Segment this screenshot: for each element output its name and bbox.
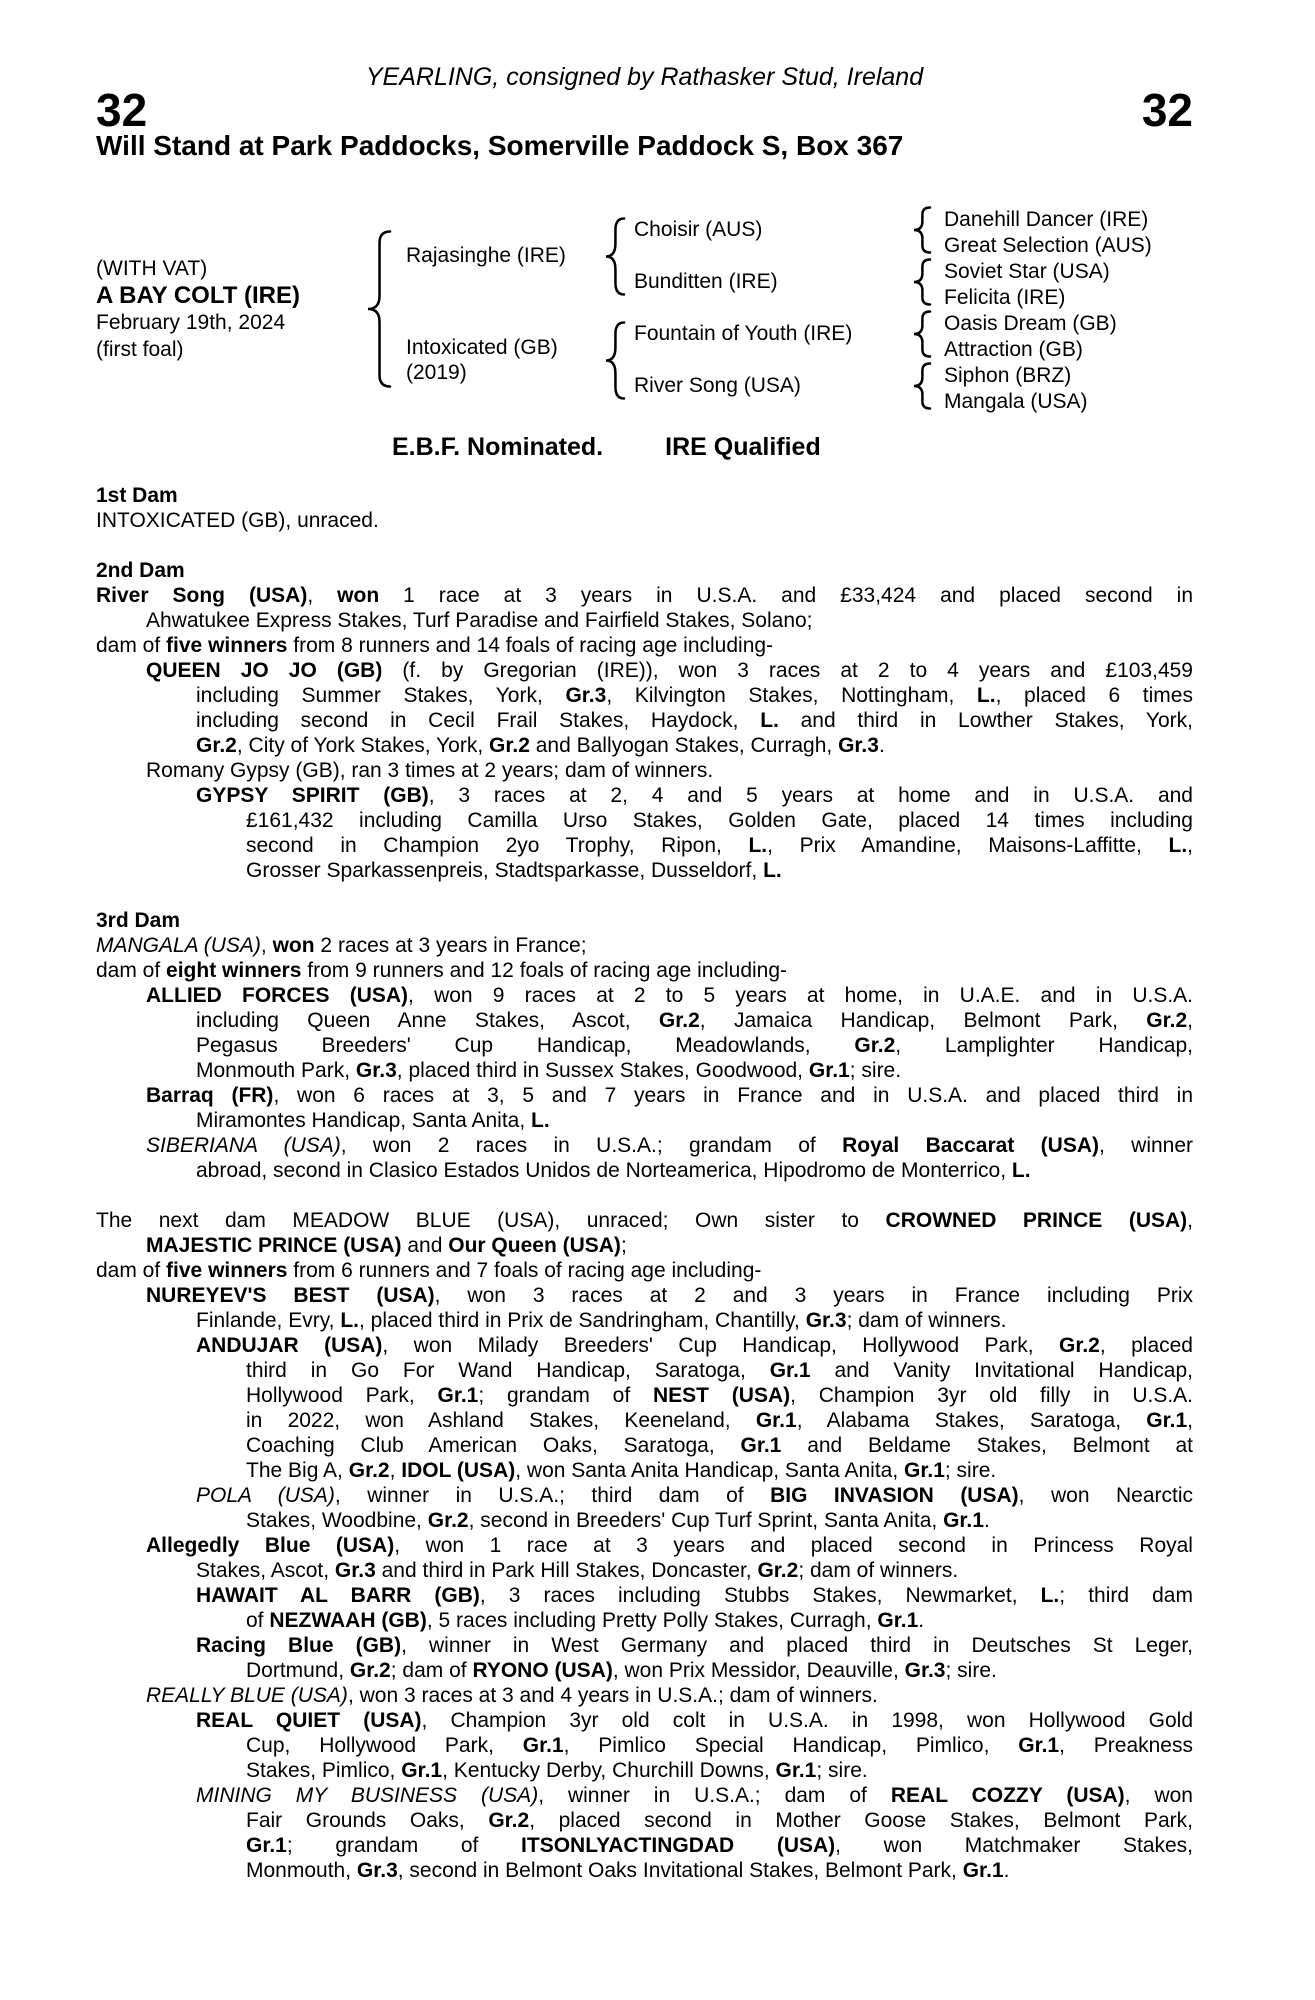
subject-column — [96, 204, 366, 414]
pedigree-text-line: ANDUJAR (USA), won Milady Breeders' Cup Handicap, Hollywood Park, Gr.2, placed — [196, 1334, 1193, 1357]
pedigree-text-line: including Summer Stakes, York, Gr.3, Kilvington Stakes, Nottingham, L., placed 6 times — [196, 684, 1193, 707]
pedigree-text-line: Dortmund, Gr.2; dam of RYONO (USA), won Prix Messidor, Deauville, Gr.3; sire. — [246, 1659, 997, 1682]
pedigree-tree — [96, 204, 1193, 414]
pedigree-brace-sire — [604, 217, 626, 296]
gen3-name: Siphon (BRZ) — [944, 364, 1072, 387]
pedigree-text-line: Grosser Sparkassenpreis, Stadtsparkasse, Dusseldorf, L. — [246, 859, 782, 882]
pedigree-text-line: Monmouth, Gr.3, second in Belmont Oaks Invitational Stakes, Belmont Park, Gr.1. — [246, 1859, 1010, 1882]
dam-year: (2019) — [406, 361, 467, 384]
gen2-name: River Song (USA) — [634, 374, 801, 397]
pedigree-text-line: Stakes, Pimlico, Gr.1, Kentucky Derby, Churchill Downs, Gr.1; sire. — [246, 1759, 868, 1782]
dam-section — [96, 908, 1193, 1183]
dam-section-heading: 2nd Dam — [96, 559, 185, 582]
pedigree-text-line: Racing Blue (GB), winner in West Germany and placed third in Deutsches St Leger, — [196, 1634, 1194, 1657]
pedigree-text-line: MAJESTIC PRINCE (USA) and Our Queen (USA); — [146, 1234, 627, 1257]
pedigree-text-line: including second in Cecil Frail Stakes, Haydock, L. and third in Lowther Stakes, York, — [196, 709, 1193, 732]
gen3-name: Soviet Star (USA) — [944, 260, 1110, 283]
gen3-name: Oasis Dream (GB) — [944, 312, 1117, 335]
pedigree-text-line: REAL QUIET (USA), Champion 3yr old colt in U.S.A. in 1998, won Hollywood Gold — [196, 1709, 1193, 1732]
pedigree-text-line: Pegasus Breeders' Cup Handicap, Meadowlands, Gr.2, Lamplighter Handicap, — [196, 1034, 1193, 1057]
pedigree-text-line: Finlande, Evry, L., placed third in Prix de Sandringham, Chantilly, Gr.3; dam of winners. — [196, 1309, 1007, 1332]
pedigree-text-line: MINING MY BUSINESS (USA), winner in U.S.A.; dam of REAL COZZY (USA), won — [196, 1784, 1193, 1807]
pedigree-text-line: third in Go For Wand Handicap, Saratoga, Gr.1 and Vanity Invitational Handicap, — [246, 1359, 1193, 1382]
pedigree-text-line: POLA (USA), winner in U.S.A.; third dam of BIG INVASION (USA), won Nearctic — [196, 1484, 1193, 1507]
pedigree-text-line: £161,432 including Camilla Urso Stakes, Golden Gate, placed 14 times including — [246, 809, 1193, 832]
gen2-column — [634, 204, 914, 412]
dam-section-heading: 1st Dam — [96, 484, 178, 507]
dam-section — [96, 558, 1193, 883]
pedigree-text-line: Miramontes Handicap, Santa Anita, L. — [196, 1109, 550, 1132]
gen2-name: Choisir (AUS) — [634, 218, 763, 241]
pedigree-text-line: dam of five winners from 8 runners and 14 foals of racing age including- — [96, 634, 774, 657]
pedigree-text-line: Barraq (FR), won 6 races at 3, 5 and 7 years in France and in U.S.A. and placed third in — [146, 1084, 1193, 1107]
subject-foaling-date: February 19th, 2024 — [96, 311, 286, 334]
pedigree-text-line: Romany Gypsy (GB), ran 3 times at 2 years; dam of winners. — [146, 759, 714, 782]
gen3-name: Great Selection (AUS) — [944, 234, 1152, 257]
lot-number-right: 32 — [1141, 84, 1193, 136]
pedigree-text-line: dam of five winners from 6 runners and 7 foals of racing age including- — [96, 1259, 762, 1282]
gen3-name: Attraction (GB) — [944, 338, 1083, 361]
gen3-column — [944, 207, 1194, 415]
pedigree-brace-gen3 — [912, 206, 932, 254]
pedigree-text-line: Monmouth Park, Gr.3, placed third in Sussex Stakes, Goodwood, Gr.1; sire. — [196, 1059, 902, 1082]
pedigree-text-line: HAWAIT AL BARR (GB), 3 races including Stubbs Stakes, Newmarket, L.; third dam — [196, 1584, 1193, 1607]
consignment-title: YEARLING, consigned by Rathasker Stud, Ireland — [365, 63, 924, 91]
dam-section — [96, 483, 1193, 533]
sire-name: Rajasinghe (IRE) — [406, 244, 566, 267]
sire-cell — [406, 204, 601, 308]
lot-number-left: 32 — [96, 84, 148, 136]
pedigree-text-line: abroad, second in Clasico Estados Unidos de Norteamerica, Hipodromo de Monterrico, L. — [196, 1159, 1031, 1182]
pedigree-text-line: of NEZWAAH (GB), 5 races including Pretty Polly Stakes, Curragh, Gr.1. — [246, 1609, 925, 1632]
pedigree-text-line: NUREYEV'S BEST (USA), won 3 races at 2 and 3 years in France including Prix — [146, 1284, 1193, 1307]
pedigree-brace-gen3 — [912, 310, 932, 358]
pedigree-text-line: Coaching Club American Oaks, Saratoga, Gr.1 and Beldame Stakes, Belmont at — [246, 1434, 1193, 1457]
pedigree-text-line: in 2022, won Ashland Stakes, Keeneland, Gr.1, Alabama Stakes, Saratoga, Gr.1, — [246, 1409, 1193, 1432]
pedigree-text-line: REALLY BLUE (USA), won 3 races at 3 and 4 years in U.S.A.; dam of winners. — [146, 1684, 878, 1707]
gen3-name: Felicita (IRE) — [944, 286, 1066, 309]
pedigree-text-line: MANGALA (USA), won 2 races at 3 years in France; — [96, 934, 587, 957]
pedigree-text-line: Gr.2, City of York Stakes, York, Gr.2 and Ballyogan Stakes, Curragh, Gr.3. — [196, 734, 885, 757]
gen2-name: Bunditten (IRE) — [634, 270, 778, 293]
nominations-row — [96, 434, 1193, 460]
pedigree-brace-dam — [604, 321, 626, 400]
pedigree-text-line: Fair Grounds Oaks, Gr.2, placed second in Mother Goose Stakes, Belmont Park, — [246, 1809, 1193, 1832]
catalog-sections — [96, 483, 1193, 1883]
dam-name: Intoxicated (GB) — [406, 336, 558, 359]
pedigree-text-line: Hollywood Park, Gr.1; grandam of NEST (USA), Champion 3yr old filly in U.S.A. — [246, 1384, 1194, 1407]
pedigree-text-line: Ahwatukee Express Stakes, Turf Paradise and Fairfield Stakes, Solano; — [146, 609, 813, 632]
pedigree-text-line: Stakes, Woodbine, Gr.2, second in Breeders' Cup Turf Sprint, Santa Anita, Gr.1. — [246, 1509, 990, 1532]
pedigree-text-line: dam of eight winners from 9 runners and 12 foals of racing age including- — [96, 959, 788, 982]
pedigree-text-line: Gr.1; grandam of ITSONLYACTINGDAD (USA), won Matchmaker Stakes, — [246, 1834, 1194, 1857]
pedigree-text-line: The next dam MEADOW BLUE (USA), unraced; Own sister to CROWNED PRINCE (USA), — [96, 1209, 1193, 1232]
pedigree-text-line: Allegedly Blue (USA), won 1 race at 3 years and placed second in Princess Royal — [146, 1534, 1193, 1557]
lot-number-row — [96, 84, 1193, 136]
ire-qualified: IRE Qualified — [665, 433, 821, 461]
pedigree-text-line: second in Champion 2yo Trophy, Ripon, L., Prix Amandine, Maisons-Laffitte, L., — [246, 834, 1194, 857]
vat-note: (WITH VAT) — [96, 257, 208, 280]
pedigree-text-line: QUEEN JO JO (GB) (f. by Gregorian (IRE)), won 3 races at 2 to 4 years and £103,459 — [146, 659, 1193, 682]
pedigree-text-line: Stakes, Ascot, Gr.3 and third in Park Hill Stakes, Doncaster, Gr.2; dam of winners. — [196, 1559, 959, 1582]
pedigree-text-line: SIBERIANA (USA), won 2 races in U.S.A.; grandam of Royal Baccarat (USA), winner — [146, 1134, 1194, 1157]
pedigree-brace-gen1 — [366, 230, 392, 388]
dam-cell — [406, 308, 601, 412]
gen3-name: Danehill Dancer (IRE) — [944, 208, 1149, 231]
gen2-name: Fountain of Youth (IRE) — [634, 322, 853, 345]
pedigree-text-line: Cup, Hollywood Park, Gr.1, Pimlico Special Handicap, Pimlico, Gr.1, Preakness — [246, 1734, 1193, 1757]
pedigree-brace-gen3 — [912, 258, 932, 306]
gen3-name: Mangala (USA) — [944, 390, 1088, 413]
pedigree-text-line: including Queen Anne Stakes, Ascot, Gr.2, Jamaica Handicap, Belmont Park, Gr.2, — [196, 1009, 1193, 1032]
pedigree-brace-gen3 — [912, 362, 932, 410]
subject-foal-note: (first foal) — [96, 338, 184, 361]
dam-section — [96, 1208, 1193, 1883]
dam-section-heading: 3rd Dam — [96, 909, 181, 932]
ebf-nomination: E.B.F. Nominated. — [392, 433, 604, 461]
subject-name: A BAY COLT (IRE) — [96, 282, 301, 309]
pedigree-text-line: ALLIED FORCES (USA), won 9 races at 2 to 5 years at home, in U.A.E. and in U.S.A. — [146, 984, 1193, 1007]
stand-location: Will Stand at Park Paddocks, Somerville Paddock S, Box 367 — [96, 130, 904, 161]
pedigree-text-line: The Big A, Gr.2, IDOL (USA), won Santa Anita Handicap, Santa Anita, Gr.1; sire. — [246, 1459, 997, 1482]
pedigree-text-line: River Song (USA), won 1 race at 3 years in U.S.A. and £33,424 and placed second in — [96, 584, 1194, 607]
pedigree-text-line: GYPSY SPIRIT (GB), 3 races at 2, 4 and 5 years at home and in U.S.A. and — [196, 784, 1193, 807]
pedigree-text-line: INTOXICATED (GB), unraced. — [96, 509, 379, 532]
